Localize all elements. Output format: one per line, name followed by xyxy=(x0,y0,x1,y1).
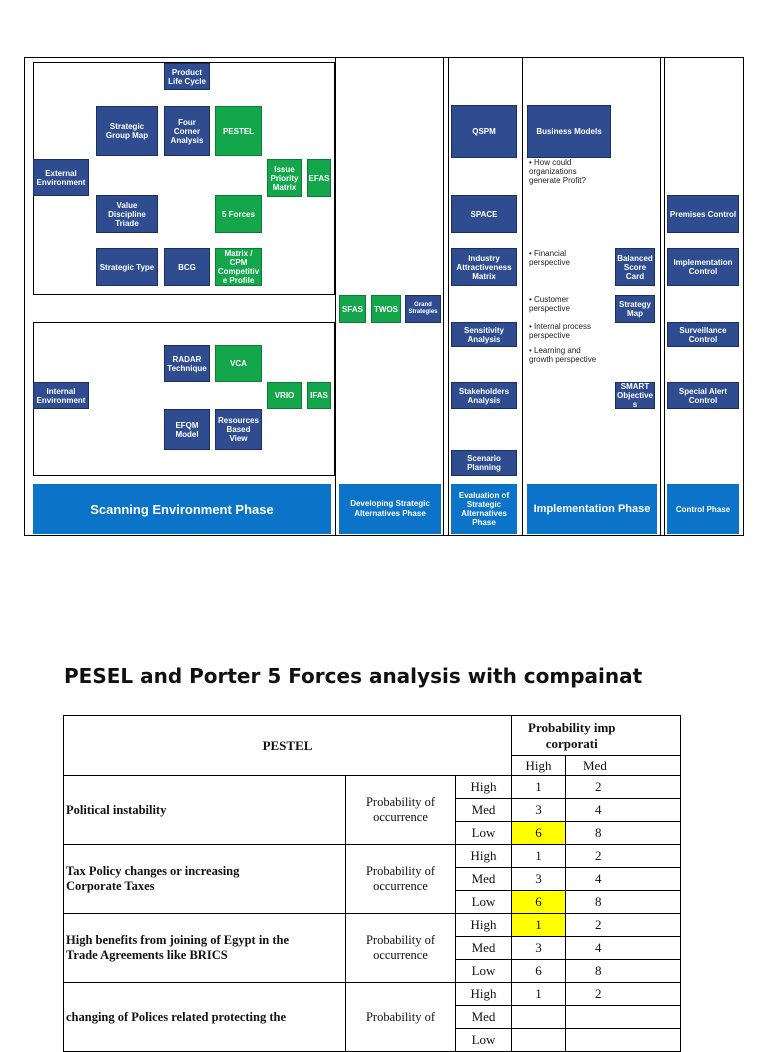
table-row-level: Low xyxy=(455,959,512,983)
scanning-phase-bar: Scanning Environment Phase xyxy=(33,484,331,534)
vrio-box: VRIO xyxy=(267,382,302,409)
table-row-level: Low xyxy=(455,821,512,845)
sfas-box: SFAS xyxy=(339,295,366,323)
table-cell-value: 4 xyxy=(565,798,681,822)
table-cell-value xyxy=(511,1005,566,1029)
implementation-control-box: Implementation Control xyxy=(667,248,739,286)
table-row-level: Low xyxy=(455,1028,512,1052)
customer-perspective-note: • Customer perspective xyxy=(529,295,570,313)
table-row-probability: Probability of occurrence xyxy=(345,775,456,845)
efqm-model-box: EFQM Model xyxy=(164,409,210,450)
twos-box: TWOS xyxy=(371,295,401,323)
table-row-level: High xyxy=(455,913,512,937)
table-cell-value: 3 xyxy=(511,867,566,891)
issue-priority-matrix-box: Issue Priority Matrix xyxy=(267,159,302,197)
control-phase-bar: Control Phase xyxy=(667,484,739,534)
internal-process-note: • Internal process perspective xyxy=(529,322,591,340)
table-cell-value: 8 xyxy=(565,959,681,983)
table-cell-value: 2 xyxy=(565,913,681,937)
table-cell-value: 2 xyxy=(565,775,681,799)
page-heading: PESEL and Porter 5 Forces analysis with compainat xyxy=(64,664,643,688)
table-cell-value xyxy=(565,1005,681,1029)
table-row-factor: High benefits from joining of Egypt in the Trade Agreements like BRICS xyxy=(63,913,346,983)
strategy-map-box: Strategy Map xyxy=(615,295,655,323)
table-cell-value: 6 xyxy=(511,959,566,983)
internal-environment-box: Internal Environment xyxy=(33,382,89,409)
efas-box: EFAS xyxy=(307,159,331,197)
four-corner-analysis-box: Four Corner Analysis xyxy=(164,106,210,156)
table-row-factor: Political instability xyxy=(63,775,346,845)
evaluation-phase-bar: Evaluation of Strategic Alternatives Phase xyxy=(451,484,517,534)
table-cell-value: 8 xyxy=(565,890,681,914)
ifas-box: IFAS xyxy=(307,382,331,409)
table-cell-value: 3 xyxy=(511,798,566,822)
bcg-box: BCG xyxy=(164,248,210,286)
learning-growth-note: • Learning and growth perspective xyxy=(529,346,597,364)
strategic-group-map-box: Strategic Group Map xyxy=(96,106,158,156)
strategic-type-box: Strategic Type xyxy=(96,248,158,286)
sensitivity-analysis-box: Sensitivity Analysis xyxy=(451,322,517,347)
vca-box: VCA xyxy=(215,345,262,382)
grand-strategies-box: Grand Strategies xyxy=(405,295,441,323)
financial-perspective-note: • Financial perspective xyxy=(529,249,570,267)
five-forces-box: 5 Forces xyxy=(215,195,262,233)
table-cell-value: 1 xyxy=(511,775,566,799)
pestel-box: PESTEL xyxy=(215,106,262,156)
table-cell-value: 3 xyxy=(511,936,566,960)
table-cell-value: 8 xyxy=(565,821,681,845)
industry-attractiveness-box: Industry Attractiveness Matrix xyxy=(451,248,517,286)
radar-technique-box: RADAR Technique xyxy=(164,345,210,382)
surveillance-control-box: Surveillance Control xyxy=(667,322,739,347)
table-row-level: Med xyxy=(455,936,512,960)
table-row-probability: Probability of xyxy=(345,982,456,1052)
table-cell-value: 2 xyxy=(565,844,681,868)
table-cell-value: 1 xyxy=(511,913,566,937)
table-cell-value: 1 xyxy=(511,982,566,1006)
external-environment-box: External Environment xyxy=(33,159,89,196)
table-row-factor: changing of Polices related protecting the xyxy=(63,982,346,1052)
value-discipline-box: Value Discipline Triade xyxy=(96,195,158,233)
developing-phase-bar: Developing Strategic Alternatives Phase xyxy=(339,484,441,534)
stakeholders-analysis-box: Stakeholders Analysis xyxy=(451,382,517,409)
table-row-level: Low xyxy=(455,890,512,914)
product-life-cycle-box: Product Life Cycle xyxy=(164,63,210,90)
scenario-planning-box: Scenario Planning xyxy=(451,450,517,476)
table-cell-value: 1 xyxy=(511,844,566,868)
table-col-med: Med xyxy=(565,755,681,776)
balanced-score-card-box: Balanced Score Card xyxy=(615,248,655,286)
table-row-probability: Probability of occurrence xyxy=(345,844,456,914)
table-cell-value xyxy=(511,1028,566,1052)
smart-objectives-box: SMART Objective s xyxy=(616,382,653,409)
table-row-factor: Tax Policy changes or increasing Corporate Taxes xyxy=(63,844,346,914)
table-cell-value: 4 xyxy=(565,936,681,960)
business-models-box: Business Models xyxy=(527,105,611,158)
table-row-level: Med xyxy=(455,1005,512,1029)
table-row-probability: Probability of occurrence xyxy=(345,913,456,983)
table-row-level: High xyxy=(455,844,512,868)
table-row-level: High xyxy=(455,982,512,1006)
table-header-probability-impact: Probability imp corporati xyxy=(511,715,681,756)
column-divider xyxy=(664,57,665,536)
table-row-level: Med xyxy=(455,798,512,822)
table-row-level: Med xyxy=(455,867,512,891)
table-cell-value: 4 xyxy=(565,867,681,891)
table-header-pestel: PESTEL xyxy=(63,715,512,776)
table-row-level: High xyxy=(455,775,512,799)
table-cell-value: 6 xyxy=(511,821,566,845)
table-cell-value: 6 xyxy=(511,890,566,914)
qspm-box: QSPM xyxy=(451,105,517,158)
resources-based-view-box: Resources Based View xyxy=(215,409,262,450)
cpm-matrix-box: Matrix / CPM Competitiv e Profile xyxy=(215,248,262,286)
premises-control-box: Premises Control xyxy=(667,195,739,233)
business-models-note: • How could organizations generate Profit? xyxy=(529,158,586,185)
column-divider xyxy=(660,57,661,536)
special-alert-control-box: Special Alert Control xyxy=(667,382,739,409)
implementation-phase-bar: Implementation Phase xyxy=(527,484,657,534)
table-cell-value xyxy=(565,1028,681,1052)
space-box: SPACE xyxy=(451,195,517,233)
table-cell-value: 2 xyxy=(565,982,681,1006)
table-col-high: High xyxy=(511,755,566,776)
